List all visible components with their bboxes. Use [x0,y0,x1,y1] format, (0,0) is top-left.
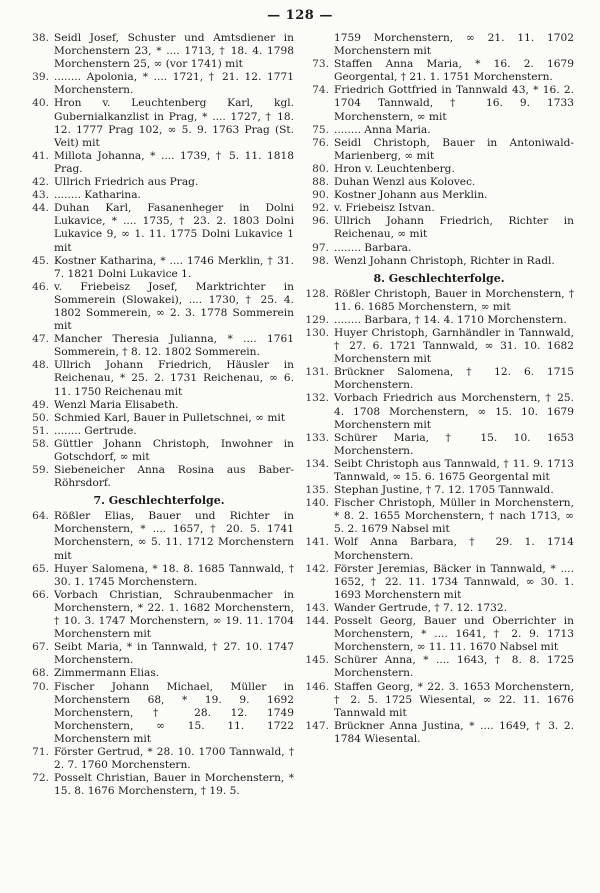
entry-text: Stephan Justine, † 7. 12. 1705 Tannwald. [334,484,554,497]
genealogy-entry [304,681,574,720]
entry-text: Kostner Katharina, * .... 1746 Merklin, † 31. 7. 1821 Dolni Lukavice 1. [54,254,294,280]
genealogy-entry [304,215,574,241]
entry-text: Staffen Georg, * 22. 3. 1653 Morchenstern, † 2. 5. 1725 Wiesental, ∞ 22. 11. 1676 Tannwald mit [334,680,574,719]
entry-number: 40. [32,97,49,110]
entry-text: Hron v. Leuchtenberg. [334,162,455,175]
entry-text: Huyer Christoph, Garnhändler in Tannwald, † 27. 6. 1721 Tannwald, ∞ 31. 10. 1682 Morchenstern mit [334,326,574,366]
entry-number: 58. [32,437,49,450]
genealogy-entry [24,425,294,438]
entry-text: ........ Apolonia, * .... 1721, † 21. 12. 1771 Morchenstern. [54,71,294,97]
genealogy-entry [304,202,574,215]
entry-number: 142. [305,562,329,575]
genealogy-entry [304,242,574,255]
entry-number: 64. [32,510,49,523]
entry-number: 88. [312,176,329,189]
entry-text: Brückner Anna Justina, * .... 1649, † 3. 2. 1784 Wiesental. [334,719,574,745]
left-entries-after-heading [24,510,294,798]
genealogy-entry [24,189,294,202]
page-number: — 128 — [267,8,333,23]
entry-text: Förster Gertrud, * 28. 10. 1700 Tannwald, † 2. 7. 1760 Morchenstern. [54,745,294,772]
genealogy-entry [24,281,294,333]
genealogy-entry [24,589,294,641]
entry-number: 131. [305,366,329,379]
entry-text: Posselt Christian, Bauer in Morchenstern, * 15. 8. 1676 Morchenstern, † 19. 5. [54,772,294,798]
entry-text: ........ Gertrude. [54,424,137,437]
section-heading-7: 7. Geschlechterfolge. [93,494,225,508]
entry-number: 133. [305,431,329,444]
entry-number: 97. [312,241,329,254]
entry-text: Seibt Maria, * in Tannwald, † 27. 10. 1747 Morchenstern. [54,641,294,667]
entry-number: 74. [312,84,329,97]
entry-text: Seibt Christoph aus Tannwald, † 11. 9. 1713 Tannwald, ∞ 15. 6. 1675 Georgental mit [334,457,574,483]
entry-number: 130. [305,326,329,339]
genealogy-entry [304,137,574,163]
entry-text: Schürer Maria, † 15. 10. 1653 Morchenstern. [334,431,574,457]
entry-number: 141. [305,536,329,549]
entry-text: Ullrich Friedrich aus Prag. [54,176,199,189]
entry-number: 44. [32,202,49,215]
entry-number: 72. [32,772,49,785]
entry-text: Ullrich Johann Friedrich, Richter in Reichenau, ∞ mit [334,215,574,241]
entry-number: 90. [312,189,329,202]
right-column [304,32,574,746]
genealogy-entry [304,124,574,137]
genealogy-entry [304,163,574,176]
genealogy-entry [304,189,574,202]
entry-text: v. Friebeisz Istvan. [334,202,435,215]
genealogy-entry [24,71,294,97]
entry-text: Wander Gertrude, † 7. 12. 1732. [334,601,507,614]
entry-text: Seidl Josef, Schuster und Amtsdiener in Morchenstern 23, * .... 1713, † 18. 4. 1798 Morchenstern 25, ∞ (vor 1741) mit [54,32,294,71]
entry-number: 143. [305,601,329,614]
genealogy-entry [304,176,574,189]
entry-number: 132. [305,392,329,405]
entry-number: 71. [32,745,49,758]
genealogy-entry [24,746,294,772]
entry-number: 43. [32,189,49,202]
genealogy-entry [304,458,574,484]
genealogy-entry [24,772,294,798]
genealogy-entry [24,510,294,562]
genealogy-entry [304,58,574,84]
entry-text: Ullrich Johann Friedrich, Häusler in Reichenau, * 25. 2. 1731 Reichenau, ∞ 6. 11. 1750 Reichenau mit [54,359,294,398]
entry-number: 144. [305,615,329,628]
genealogy-entry [24,150,294,176]
entry-number: 67. [32,641,49,654]
entry-text: Wenzl Maria Elisabeth. [54,398,179,411]
entry-number: 66. [32,588,49,601]
entry-text: Schürer Anna, * .... 1643, † 8. 8. 1725 Morchenstern. [334,654,574,680]
entry-number: 98. [312,254,329,267]
entry-text: Friedrich Gottfried in Tannwald 43, * 16. 2. 1704 Tannwald, † 16. 9. 1733 Morchenstern, ∞ mit [334,84,574,123]
entry-number: 134. [305,457,329,470]
section-heading-8: 8. Geschlechterfolge. [373,271,505,285]
genealogy-entry [24,667,294,680]
entry-text: ........ Katharina. [54,189,141,202]
entry-text: Duhan Karl, Fasanenheger in Dolni Lukavice, * .... 1735, † 23. 2. 1803 Dolni Lukavice 9, ∞ 1. 11. 1775 Dolni Lukavice 1 mit [54,202,294,254]
entry-text: Schmied Karl, Bauer in Pulletschnei, ∞ mit [54,411,286,424]
genealogy-entry [24,438,294,464]
genealogy-entry [304,536,574,562]
genealogy-entry [24,681,294,746]
entry-text: Rößler Elias, Bauer und Richter in Morchenstern, * .... 1657, † 20. 5. 1741 Morchenstern, ∞ 5. 11. 1712 Morchenstern mit [54,510,294,562]
entry-number: 38. [32,32,49,44]
genealogy-entry [24,359,294,398]
entry-number: 96. [312,215,329,228]
entry-number: 80. [312,162,329,175]
entry-text: Fischer Johann Michael, Müller in Morchenstern 68, * 19. 9. 1692 Morchenstern, † 28. 12. 1749 Morchenstern, ∞ 15. 11. 1722 Morchenstern mit [54,680,294,745]
genealogy-entry [304,327,574,366]
entry-number: 50. [32,411,49,424]
genealogy-entry [304,615,574,654]
entry-text: Siebeneicher Anna Rosina aus Baber-Röhrsdorf. [54,464,294,490]
genealogy-entry [24,32,294,71]
entry-text: Duhan Wenzl aus Kolovec. [334,176,476,189]
genealogy-entry [24,464,294,490]
entry-number: 45. [32,254,49,267]
genealogy-entry [304,497,574,536]
entry-text: Kostner Johann aus Merklin. [334,189,488,202]
entry-text: Vorbach Christian, Schraubenmacher in Morchenstern, * 22. 1. 1682 Morchenstern, † 10. 3. 1747 Morchenstern, ∞ 19. 11. 1704 Morchenstern mit [54,588,294,641]
entry-text: ........ Barbara. [334,241,412,254]
entry-text: Förster Jeremias, Bäcker in Tannwald, * .... 1652, † 22. 11. 1734 Tannwald, ∞ 30. 1. 1693 Morchenstern mit [334,562,574,601]
genealogy-entry [24,641,294,667]
entry-text: Wolf Anna Barbara, † 29. 1. 1714 Morchenstern. [334,536,574,562]
entry-text: Fischer Christoph, Müller in Morchenstern, * 8. 2. 1655 Morchenstern, † nach 1713, ∞ 5. 2. 1679 Nabsel mit [334,497,574,536]
entry-number: 73. [312,58,329,71]
entry-number: 48. [32,359,49,372]
entry-text: Seidl Christoph, Bauer in Antoniwald-Marienberg, ∞ mit [334,136,574,162]
entry-text: Hron v. Leuchtenberg Karl, kgl. Gubernialkanzlist in Prag, * .... 1727, † 18. 12. 1777 Prag 102, ∞ 5. 9. 1763 Prag (St. Veit) mit [54,97,294,149]
genealogy-entry [304,602,574,615]
genealogy-entry [304,392,574,431]
entry-number: 129. [305,313,329,326]
entry-number: 92. [312,202,329,215]
genealogy-entry [304,288,574,314]
entry-text: Brückner Salomena, † 12. 6. 1715 Morchenstern. [334,366,574,392]
genealogy-entry [24,563,294,589]
entry-number: 70. [32,680,49,693]
entry-number: 42. [32,176,49,189]
genealogy-entry [304,432,574,458]
entry-text: ........ Anna Maria. [334,123,431,136]
genealogy-entry [304,255,574,268]
genealogy-entry [24,202,294,254]
genealogy-entry [24,255,294,281]
genealogy-entry [304,366,574,392]
entry-number: 47. [32,333,49,346]
right-entries-before-heading [304,58,574,268]
genealogy-entry [24,399,294,412]
genealogy-entry [304,563,574,602]
entry-text: Millota Johanna, * .... 1739, † 5. 11. 1818 Prag. [54,149,294,175]
entry-number: 41. [32,149,49,162]
genealogy-entry [24,176,294,189]
entry-text: Huyer Salomena, * 18. 8. 1685 Tannwald, † 30. 1. 1745 Morchenstern. [54,562,294,588]
entry-text: Rößler Christoph, Bauer in Morchenstern, † 11. 6. 1685 Morchenstern, ∞ mit [334,287,574,313]
genealogy-entry [24,412,294,425]
entry-text: Güttler Johann Christoph, Inwohner in Gotschdorf, ∞ mit [54,437,294,463]
entry-number: 65. [32,562,49,575]
entry-text: Vorbach Friedrich aus Morchenstern, † 25. 4. 1708 Morchenstern, ∞ 15. 10. 1679 Morchenstern mit [334,392,574,431]
entry-number: 76. [312,136,329,149]
entry-number: 128. [305,287,329,300]
entry-text: Wenzl Johann Christoph, Richter in Radl. [334,254,555,267]
entry-text: ........ Barbara, † 14. 4. 1710 Morchenstern. [334,313,567,326]
genealogy-entry [24,97,294,149]
entry-number: 140. [305,497,329,510]
entry-number: 59. [32,464,49,477]
genealogy-entry [304,484,574,497]
entry-number: 145. [305,654,329,667]
entry-number: 39. [32,71,49,84]
right-entries-after-heading [304,288,574,746]
entry-text: Staffen Anna Maria, * 16. 2. 1679 Georgental, † 21. 1. 1751 Morchenstern. [334,58,574,84]
entry-text: Mancher Theresia Julianna, * .... 1761 Sommerein, † 8. 12. 1802 Sommerein. [54,333,294,359]
entry-number: 75. [312,123,329,136]
genealogy-entry [24,333,294,359]
genealogy-entry [304,720,574,746]
entry-text: Posselt Georg, Bauer und Oberrichter in Morchenstern, * .... 1641, † 2. 9. 1713 Morchenstern, ∞ 11. 11. 1670 Nabsel mit [334,615,574,654]
entry-number: 68. [32,667,49,680]
continuation-text: 1759 Morchenstern, ∞ 21. 11. 1702 Morchenstern mit [334,32,574,58]
entry-number: 49. [32,398,49,411]
entry-number: 51. [32,424,49,437]
entry-number: 146. [305,680,329,693]
left-column [24,32,294,798]
left-entries-before-heading [24,32,294,490]
entry-number: 135. [305,484,329,497]
genealogy-entry [304,314,574,327]
genealogy-entry [304,84,574,123]
entry-number: 46. [32,280,49,293]
entry-number: 147. [305,719,329,732]
genealogy-entry [304,654,574,680]
entry-text: Zimmermann Elias. [54,667,160,680]
entry-text: v. Friebeisz Josef, Marktrichter in Sommerein (Slowakei), .... 1730, † 25. 4. 1802 Sommerein, ∞ 2. 3. 1778 Sommerein mit [54,280,294,333]
